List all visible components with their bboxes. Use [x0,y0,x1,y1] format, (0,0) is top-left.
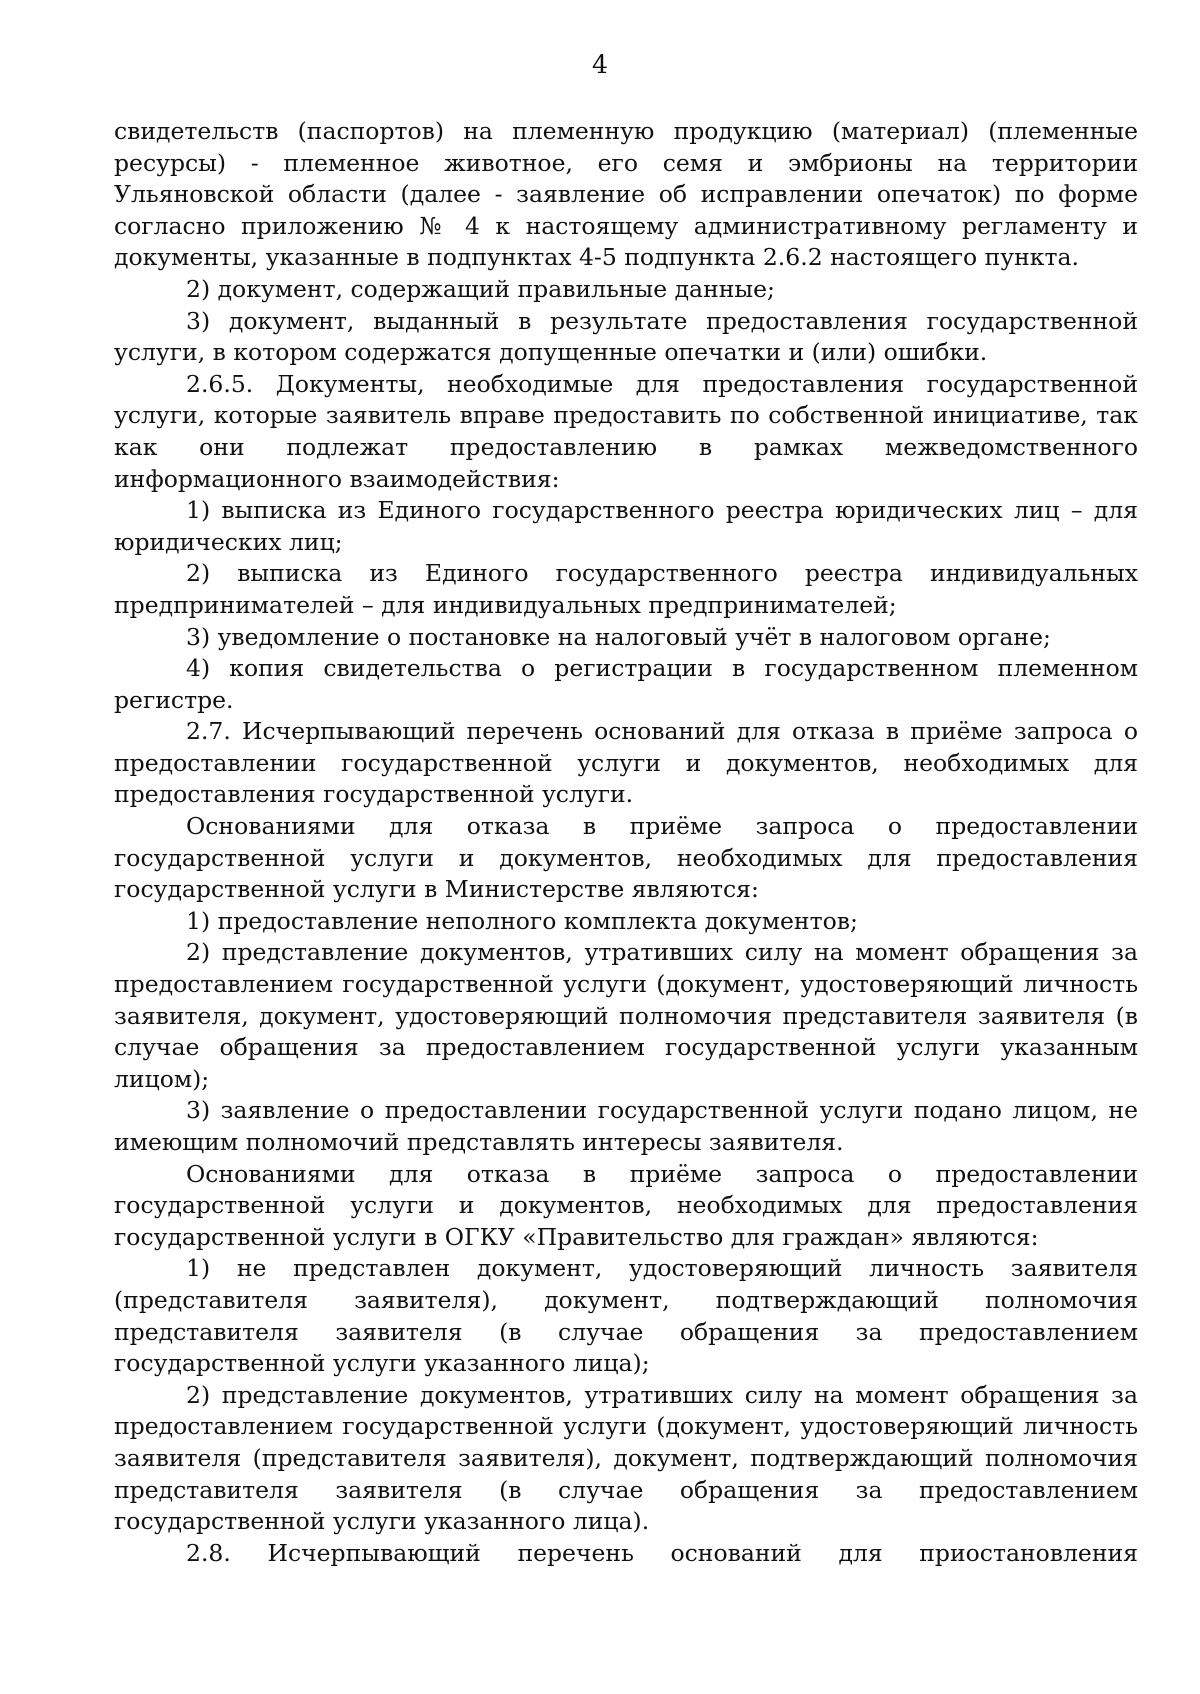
paragraph: 2) документ, содержащий правильные данные; [186,274,775,303]
paragraph: 4) копия свидетельства о регистрации в государственном племенном регистре. [114,654,1138,714]
paragraph: 3) уведомление о постановке на налоговый учёт в налоговом органе; [186,622,1051,651]
paragraph: 1) предоставление неполного комплекта документов; [186,906,858,935]
paragraph: 1) не представлен документ, удостоверяющий личность заявителя (представителя заявителя), документ, подтверждающий полномочия представителя заявителя (в случае обращения за предоставлением государственной услуги указанного лица); [114,1254,1138,1378]
paragraph: 3) документ, выданный в результате предоставления государственной услуги, в котором содержатся допущенные опечатки и (или) ошибки. [114,306,1138,367]
paragraph: 2) представление документов, утративших силу на момент обращения за предоставлением государственной услуги (документ, удостоверяющий личность заявителя, документ, удостоверяющий полномочия представителя заявителя (в случае обращения за предоставлением государственной услуги указанным лицом); [114,938,1138,1093]
paragraph: Основаниями для отказа в приёме запроса о предоставлении государственной услуги и документов, необходимых для предоставления государственной услуги в ОГКУ «Правительство для граждан» являются: [114,1159,1138,1251]
paragraph: 2.6.5. Документы, необходимые для предоставления государственной услуги, которые заявитель вправе предоставить по собственной инициативе, так как они подлежат предоставлению в рамках межведомственного информационного взаимодействия: [114,369,1138,493]
paragraph: 2.8. Исчерпывающий перечень оснований для приостановления [186,1538,1138,1567]
paragraph: 2) выписка из Единого государственного реестра индивидуальных предпринимателей – для индивидуальных предпринимателей; [114,559,1138,619]
paragraph: свидетельств (паспортов) на племенную продукцию (материал) (племенные ресурсы) - племенное животное, его семя и эмбрионы на территории Ульяновской области (далее - заявление об исправлении опечаток) по форме согласно приложению № 4 к настоящему административному регламенту и документы, указанные в подпунктах 4-5 подпункта 2.6.2 настоящего пункта. [114,117,1138,272]
document-body [114,116,1138,1569]
paragraph: 3) заявление о предоставлении государственной услуги подано лицом, не имеющим полномочий представлять интересы заявителя. [114,1096,1138,1156]
paragraph: 2.7. Исчерпывающий перечень оснований для отказа в приёме запроса о предоставлении государственной услуги и документов, необходимых для предоставления государственной услуги. [114,717,1138,809]
paragraph: 2) представление документов, утративших силу на момент обращения за предоставлением государственной услуги (документ, удостоверяющий личность заявителя (представителя заявителя), документ, подтверждающий полномочия представителя заявителя (в случае обращения за предоставлением государственной услуги указанного лица). [114,1380,1138,1536]
paragraph: 1) выписка из Единого государственного реестра юридических лиц – для юридических лиц; [114,496,1138,556]
page-number: 4 [592,50,608,79]
paragraph: Основаниями для отказа в приёме запроса о предоставлении государственной услуги и документов, необходимых для предоставления государственной услуги в Министерстве являются: [114,812,1138,904]
